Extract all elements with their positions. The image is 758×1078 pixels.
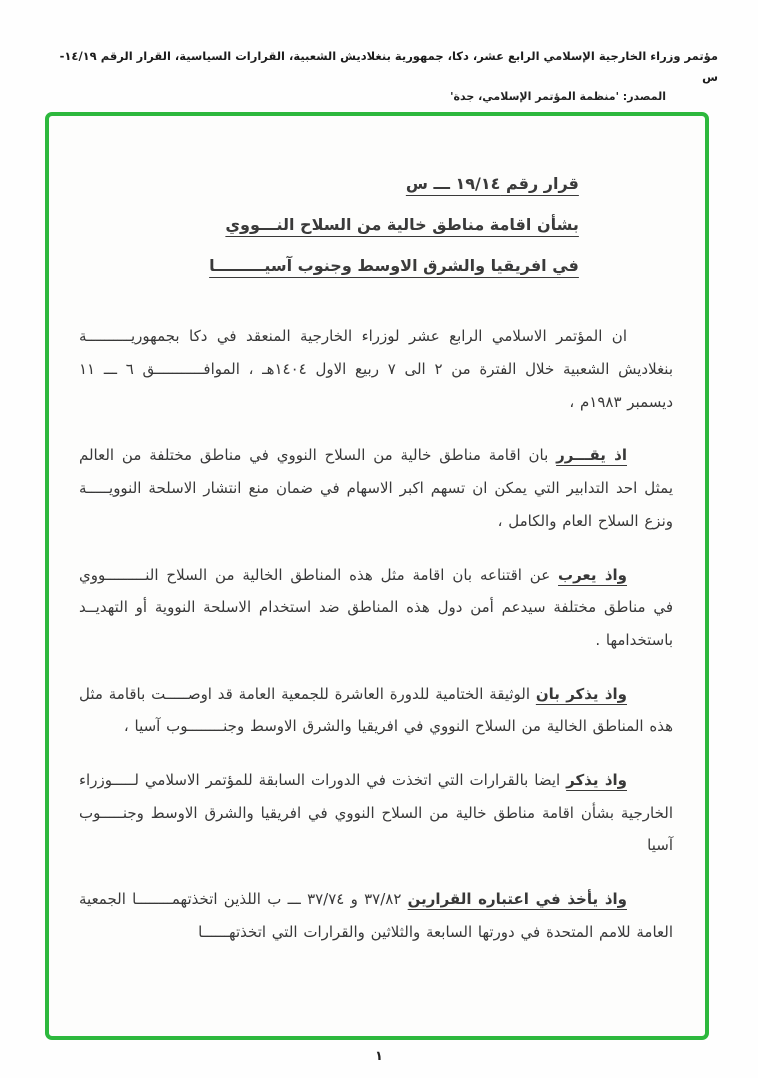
- paragraph-lead: واذ يعرب: [558, 565, 628, 584]
- resolution-title: [209, 164, 579, 286]
- paragraph-lead: واذ يأخذ في اعتباره القرارين: [407, 890, 627, 909]
- resolution-number: قرار رقم ١٩/١٤ ـــ س: [405, 174, 579, 193]
- page-footer: [0, 1049, 758, 1064]
- paragraph-lead: واذ يذكر بان: [535, 684, 627, 703]
- scanned-document-frame: [45, 112, 709, 1040]
- page-number: ١: [375, 1049, 383, 1064]
- header-citation: مؤتمر وزراء الخارجية الإسلامي الرابع عشر، دكا، جمهورية بنغلاديش الشعبية، القرارات السياسية، القرار الرقم ١٤/١٩- س: [59, 49, 718, 84]
- paragraph-text: بان اقامة مناطق خالية من السلاح النووي في مناطق مختلفة من العالم يمثل احد التدابير التي يمكن ان تسهم اكبر الاسهام في ضمان منع انتشار الاسلحة النوويـــــة ونزع السلاح العام والكامل ،: [79, 446, 673, 530]
- paragraph-lead: اذ يقـــرر: [556, 446, 627, 465]
- paragraph-lead: واذ يذكر: [566, 770, 627, 789]
- paragraph-text: ان المؤتمر الاسلامي الرابع عشر لوزراء الخارجية المنعقد في دكا بجمهوريــــــــــة بنغلاديش الشعبية خلال الفترة من ٢ الى ٧ ربيع الاول ١٤٠٤هـ ، الموافـــــــــــق ٦ ـــ ١١ ديسمبر ١٩٨٣م ،: [79, 327, 674, 411]
- resolution-region: في افريقيا والشرق الاوسط وجنوب آسيـــــــــا: [209, 255, 579, 275]
- paragraph-text: ٣٧/٨٢ و ٣٧/٧٤ ـــ ب اللذين اتخذتهمــــــــا الجمعية العامة للامم المتحدة في دورتها السابعة والثلاثين والقرارات التي اتخذتهــــــا: [79, 890, 673, 941]
- resolution-subject: بشأن اقامة مناطق خالية من السلاح النـــووي: [225, 214, 579, 234]
- scanned-document-content: [49, 116, 705, 948]
- paragraph-text: ايضا بالقرارات التي اتخذت في الدورات السابقة للمؤتمر الاسلامي لـــــوزراء الخارجية بشأن اقامة مناطق خالية من السلاح النووي في افريقيا والشرق الاوسط وجنـــــوب آسيا: [79, 770, 673, 855]
- paragraph-expresses: [79, 559, 673, 657]
- paragraph-decides: [79, 439, 673, 537]
- paragraph-text: الوثيقة الختامية للدورة العاشرة للجمعية العامة قد اوصـــــت باقامة مثل هذه المناطق الخالية من السلاح النووي في افريقيا والشرق الاوسط وجنــــــــوب آسيا ،: [79, 684, 673, 736]
- paragraph-recalls-resolutions: [79, 764, 673, 862]
- paragraph-text: عن اقتناعه بان اقامة مثل هذه المناطق الخالية من السلاح النـــــــــووي في مناطق مختلفة سيدعم أمن دول هذه المناطق ضد استخدام الاسلحة النووية أو التهديــد باستخدامها .: [79, 565, 673, 649]
- paragraph-recalls-final-document: [79, 678, 673, 743]
- header-source: المصدر: 'منظمة المؤتمر الإسلامي، جدة': [450, 90, 666, 104]
- document-header: [40, 46, 718, 108]
- paragraph-preamble: [79, 320, 673, 418]
- paragraph-takes-into-account: [79, 883, 673, 948]
